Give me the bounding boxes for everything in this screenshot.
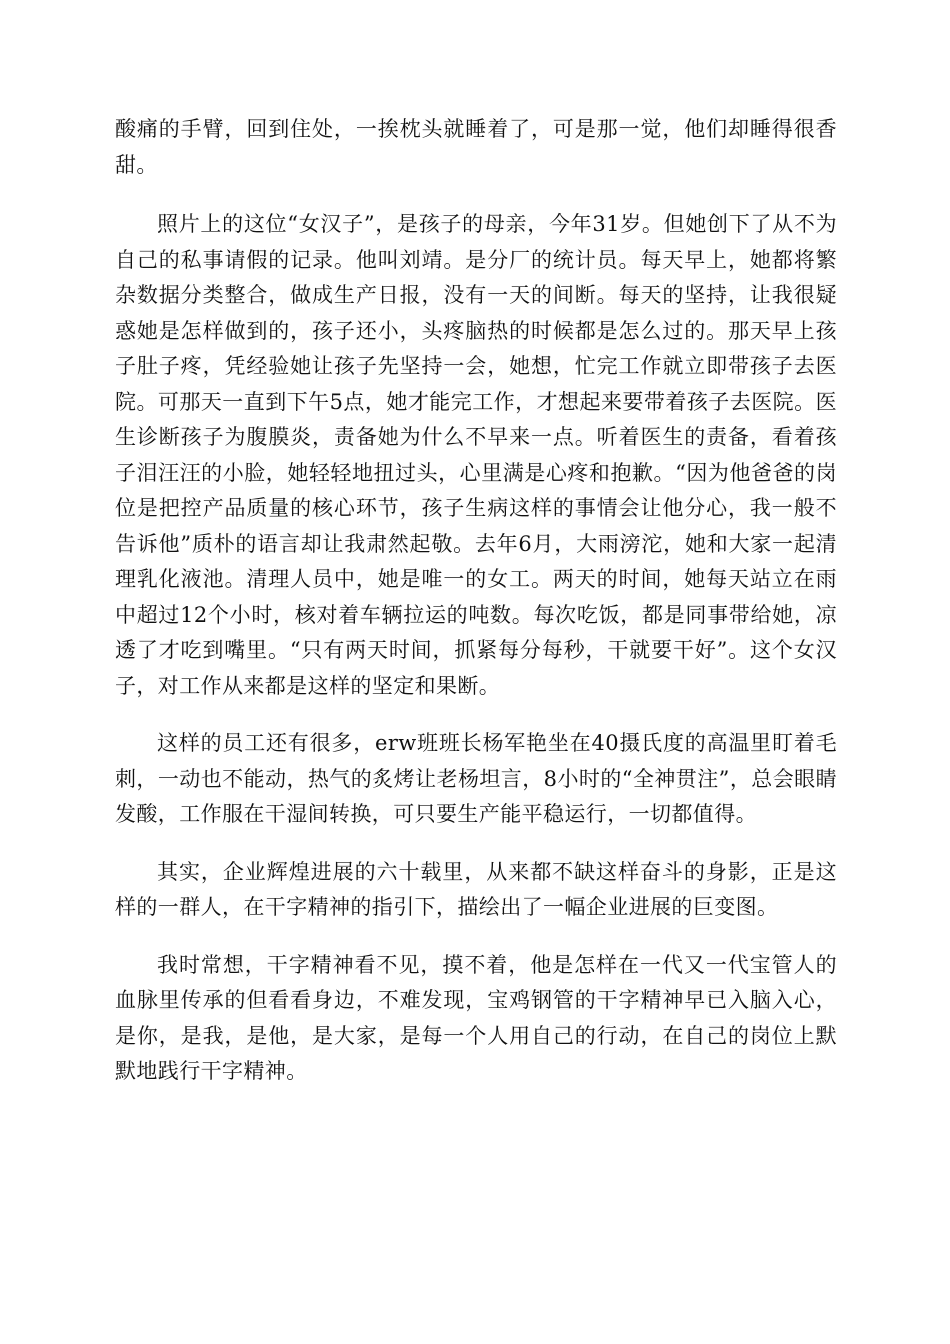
paragraph-continuation: 酸痛的手臂，回到住处，一挨枕头就睡着了，可是那一觉，他们却睡得很香甜。 [115, 117, 837, 177]
document-body [115, 112, 837, 1112]
paragraph-liu-jing-story: 照片上的这位“女汉子”，是孩子的母亲，今年31岁。但她创下了从不为自己的私事请假的记录。他叫刘靖。是分厂的统计员。每天早上，她都将繁杂数据分类整合，做成生产日报，没有一天的间断。每天的坚持，让我很疑惑她是怎样做到的，孩子还小，头疼脑热的时候都是怎么过的。那天早上孩子肚子疼，凭经验她让孩子先坚持一会，她想，忙完工作就立即带孩子去医院。可那天一直到下午5点，她才能完工作，才想起来要带着孩子去医院。医生诊断孩子为腹膜炎，责备她为什么不早来一点。听着医生的责备，看着孩子泪汪汪的小脸，她轻轻地扭过头，心里满是心疼和抱歉。“因为他爸爸的岗位是把控产品质量的核心环节，孩子生病这样的事情会让他分心，我一般不告诉他”质朴的语言却让我肃然起敬。去年6月，大雨滂沱，她和大家一起清理乳化液池。清理人员中，她是唯一的女工。两天的时间，她每天站立在雨中超过12个小时，核对着车辆拉运的吨数。每次吃饭，都是同事带给她，凉透了才吃到嘴里。“只有两天时间，抓紧每分每秒，干就要干好”。这个女汉子，对工作从来都是这样的坚定和果断。 [115, 212, 837, 698]
paragraph-sixty-years: 其实，企业辉煌进展的六十载里，从来都不缺这样奋斗的身影，正是这样的一群人，在干字精神的指引下，描绘出了一幅企业进展的巨变图。 [115, 859, 837, 919]
paragraph-yang-junyan-story: 这样的员工还有很多，erw班班长杨军艳坐在40摄氏度的高温里盯着毛刺，一动也不能动，热气的炙烤让老杨坦言，8小时的“全神贯注”，总会眼睛发酸，工作服在干湿间转换，可只要生产能平稳运行，一切都值得。 [115, 731, 837, 826]
paragraph-gan-spirit: 我时常想，干字精神看不见，摸不着，他是怎样在一代又一代宝管人的血脉里传承的但看看身边，不难发现，宝鸡钢管的干字精神早已入脑入心，是你，是我，是他，是大家，是每一个人用自己的行动，在自己的岗位上默默地践行干字精神。 [115, 952, 837, 1083]
